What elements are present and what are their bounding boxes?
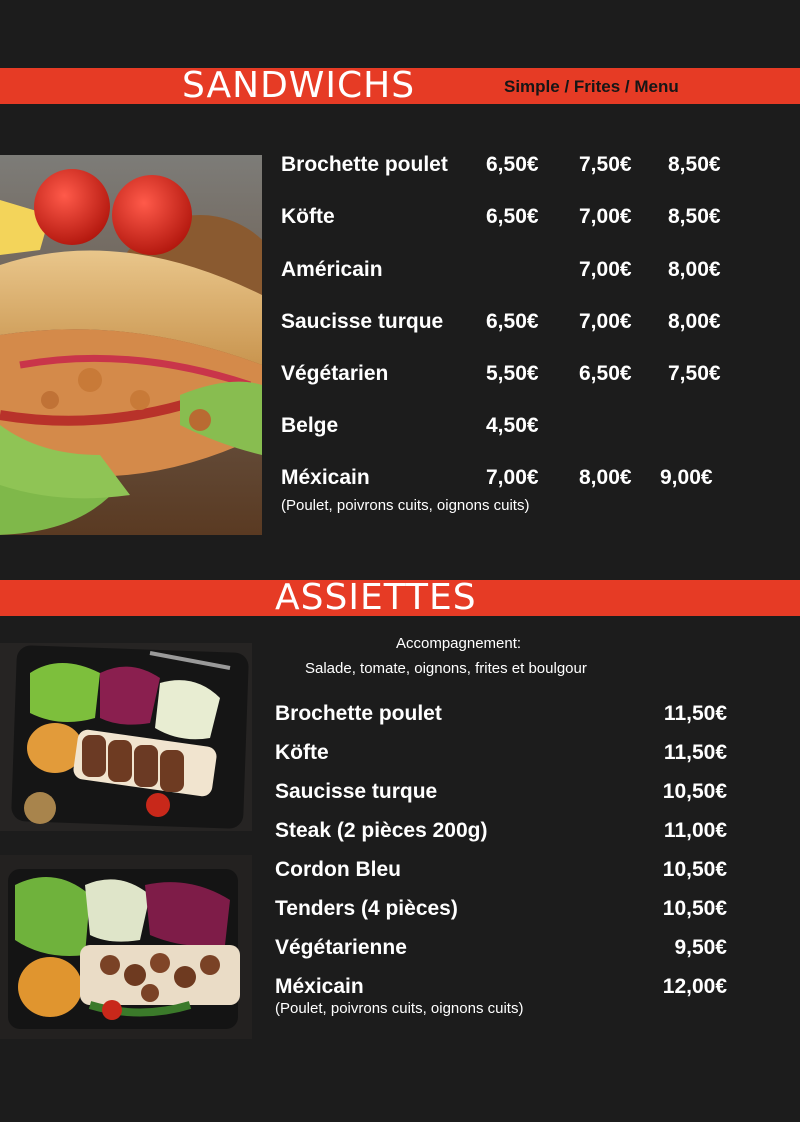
sandwich-price-frites: 7,50€	[579, 153, 632, 176]
assiettes-title: ASSIETTES	[275, 577, 477, 618]
sandwich-price-menu: 8,00€	[668, 310, 721, 333]
sandwich-item-name: Méxicain	[281, 466, 370, 489]
accompagnement-text: Salade, tomate, oignons, frites et boulgour	[305, 660, 587, 677]
sandwich-item-name: Américain	[281, 258, 383, 281]
assiette-item-name: Saucisse turque	[275, 780, 438, 803]
assiette-item-name: Brochette poulet	[275, 702, 442, 725]
assiette-item-price: 11,00€	[663, 819, 727, 842]
sandwich-photo	[0, 155, 262, 535]
assiette-item-price: 12,00€	[662, 975, 727, 998]
assiette-item-name: Méxicain	[275, 975, 364, 998]
plate-mexicain-photo	[0, 855, 252, 1039]
sandwich-item-name: Belge	[281, 414, 339, 437]
sandwichs-columns-label: Simple / Frites / Menu	[504, 77, 679, 96]
assiette-item-name: Steak (2 pièces 200g)	[275, 819, 488, 842]
sandwich-mexicain-note: (Poulet, poivrons cuits, oignons cuits)	[281, 497, 530, 514]
assiette-item-price: 9,50€	[674, 936, 727, 959]
accompagnement-label: Accompagnement:	[396, 635, 522, 652]
sandwich-item-name: Saucisse turque	[281, 310, 444, 333]
sandwich-item-name: Végétarien	[281, 362, 389, 385]
sandwich-price-simple: 4,50€	[486, 414, 539, 437]
sandwich-price-frites: 8,00€	[579, 466, 632, 489]
sandwich-item-name: Brochette poulet	[281, 153, 448, 176]
sandwich-price-simple: 6,50€	[486, 153, 539, 176]
sandwich-price-simple: 6,50€	[486, 205, 539, 228]
assiette-item-price: 11,50€	[663, 702, 727, 725]
sandwichs-title: SANDWICHS	[182, 65, 416, 106]
sandwich-price-menu: 8,50€	[668, 205, 721, 228]
assiette-item-price: 11,50€	[663, 741, 727, 764]
assiette-item-name: Köfte	[275, 741, 329, 764]
sandwich-price-frites: 7,00€	[579, 258, 632, 281]
assiette-item-price: 10,50€	[662, 897, 727, 920]
sandwich-price-menu: 9,00€	[660, 466, 713, 489]
assiette-item-name: Cordon Bleu	[275, 858, 401, 881]
assiette-item-name: Végétarienne	[275, 936, 407, 959]
sandwich-price-frites: 7,00€	[579, 205, 632, 228]
sandwich-price-menu: 8,00€	[668, 258, 721, 281]
sandwich-price-menu: 7,50€	[668, 362, 721, 385]
sandwich-price-frites: 7,00€	[579, 310, 632, 333]
assiette-item-price: 10,50€	[662, 858, 727, 881]
sandwich-price-menu: 8,50€	[668, 153, 721, 176]
plate-kofte-photo	[0, 643, 252, 831]
sandwich-price-simple: 5,50€	[486, 362, 539, 385]
sandwich-price-simple: 7,00€	[486, 466, 539, 489]
assiette-item-price: 10,50€	[662, 780, 727, 803]
sandwich-price-frites: 6,50€	[579, 362, 632, 385]
assiette-mexicain-note: (Poulet, poivrons cuits, oignons cuits)	[275, 1000, 524, 1017]
assiette-item-name: Tenders (4 pièces)	[275, 897, 458, 920]
sandwich-price-simple: 6,50€	[486, 310, 539, 333]
sandwich-item-name: Köfte	[281, 205, 335, 228]
